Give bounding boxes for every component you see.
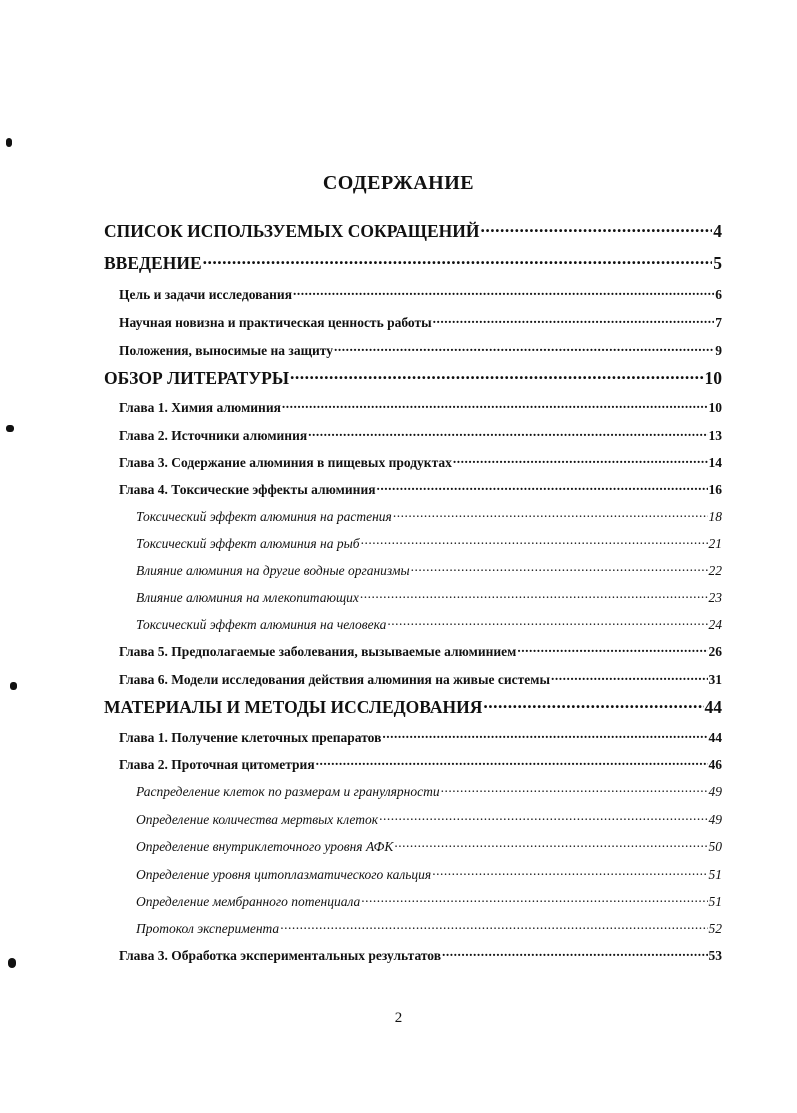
toc-leader-dots <box>481 219 713 237</box>
toc-entry-page: 4 <box>713 220 722 241</box>
toc-entry-page: 26 <box>708 643 722 659</box>
toc-leader-dots <box>203 251 713 269</box>
toc-entry[interactable] <box>119 480 722 498</box>
toc-leader-dots <box>290 366 703 384</box>
toc-entry-page: 9 <box>715 342 722 358</box>
toc-entry[interactable] <box>119 642 722 660</box>
toc-entry-text: Глава 1. Получение клеточных препаратов <box>119 729 382 745</box>
toc-leader-dots <box>432 865 707 879</box>
toc-entry[interactable] <box>136 919 722 937</box>
toc-leader-dots <box>551 670 708 684</box>
toc-entry-page: 49 <box>708 783 722 799</box>
toc-entry[interactable] <box>136 892 722 910</box>
toc-leader-dots <box>393 507 708 521</box>
toc-entry-text: Глава 4. Токсические эффекты алюминия <box>119 481 376 497</box>
scan-mark <box>8 958 16 968</box>
toc-leader-dots <box>360 588 708 602</box>
toc-entry[interactable] <box>119 313 722 331</box>
toc-entry[interactable] <box>136 534 722 552</box>
toc-entry[interactable] <box>119 755 722 773</box>
toc-entry-text: Положения, выносимые на защиту <box>119 342 333 358</box>
toc-leader-dots <box>316 755 708 769</box>
toc-entry[interactable] <box>119 728 722 746</box>
toc-entry[interactable] <box>119 398 722 416</box>
toc-entry-page: 16 <box>708 481 722 497</box>
toc-entry-text: Цель и задачи исследования <box>119 286 293 302</box>
toc-entry-text: Глава 2. Источники алюминия <box>119 427 308 443</box>
toc-entry[interactable] <box>119 285 722 303</box>
toc-entry-text: Определение уровня цитоплазматического кальция <box>136 866 432 882</box>
toc-leader-dots <box>433 313 715 327</box>
toc-entry-text: Глава 3. Обработка экспериментальных результатов <box>119 947 442 963</box>
toc-leader-dots <box>441 782 708 796</box>
toc-entry[interactable] <box>136 615 722 633</box>
toc-entry-text: Определение внутриклеточного уровня АФК <box>136 838 394 854</box>
toc-entry-page: 5 <box>713 252 722 273</box>
toc-leader-dots <box>453 453 708 467</box>
toc-entry-page: 13 <box>708 427 722 443</box>
toc-entry-text: Протокол эксперимента <box>136 920 280 936</box>
toc-entry-page: 53 <box>708 947 722 963</box>
toc-leader-dots <box>361 892 707 906</box>
toc-leader-dots <box>394 837 707 851</box>
toc-leader-dots <box>282 398 708 412</box>
page-number: 2 <box>394 1010 403 1026</box>
toc-entry-text: ВВЕДЕНИЕ <box>104 252 202 273</box>
toc-entry-page: 24 <box>708 616 722 632</box>
toc-leader-dots <box>387 615 707 629</box>
toc-entry-page: 46 <box>708 756 722 772</box>
toc-leader-dots <box>517 642 707 656</box>
toc-entry-text: Глава 6. Модели исследования действия алюминия на живые системы <box>119 671 550 687</box>
toc-entry-text: Глава 5. Предполагаемые заболевания, вызываемые алюминием <box>119 643 517 659</box>
toc-leader-dots <box>442 946 707 960</box>
toc-entry-text: СПИСОК ИСПОЛЬЗУЕМЫХ СОКРАЩЕНИЙ <box>104 220 480 241</box>
toc-entry[interactable] <box>136 837 722 855</box>
toc-entry-page: 21 <box>708 535 722 551</box>
toc-entry-page: 52 <box>708 920 722 936</box>
toc-entry-page: 14 <box>708 454 722 470</box>
toc-leader-dots <box>293 285 714 299</box>
toc-entry[interactable] <box>136 810 722 828</box>
toc-entry-text: Распределение клеток по размерам и гранулярности <box>136 783 440 799</box>
toc-entry-page: 31 <box>708 671 722 687</box>
toc-entry[interactable] <box>104 695 722 718</box>
toc-entry[interactable] <box>119 426 722 444</box>
toc-entry-page: 10 <box>708 399 722 415</box>
toc-entry[interactable] <box>119 946 722 964</box>
toc-entry-page: 18 <box>708 508 722 524</box>
toc-entry-text: Токсический эффект алюминия на рыб <box>136 535 360 551</box>
toc-entry-text: Глава 1. Химия алюминия <box>119 399 281 415</box>
toc-entry-page: 51 <box>708 866 722 882</box>
scan-mark <box>6 138 12 147</box>
toc-leader-dots <box>483 695 703 713</box>
toc-leader-dots <box>361 534 708 548</box>
toc-entry-text: Влияние алюминия на другие водные организмы <box>136 562 410 578</box>
toc-entry[interactable] <box>104 251 722 274</box>
scan-mark <box>6 425 14 432</box>
toc-leader-dots <box>280 919 707 933</box>
toc-entry-page: 44 <box>704 696 722 717</box>
toc-entry[interactable] <box>136 561 722 579</box>
toc-entry[interactable] <box>136 782 722 800</box>
toc-entry-page: 49 <box>708 811 722 827</box>
toc-entry-page: 6 <box>715 286 722 302</box>
toc-entry-page: 51 <box>708 893 722 909</box>
toc-entry-page: 22 <box>708 562 722 578</box>
toc-entry[interactable] <box>104 219 722 242</box>
toc-entry-text: Научная новизна и практическая ценность работы <box>119 314 432 330</box>
toc-entry-text: Определение количества мертвых клеток <box>136 811 379 827</box>
toc-entry-text: Влияние алюминия на млекопитающих <box>136 589 359 605</box>
toc-entry-text: Глава 3. Содержание алюминия в пищевых продуктах <box>119 454 452 470</box>
toc-leader-dots <box>382 728 707 742</box>
toc-leader-dots <box>379 810 707 824</box>
toc-entry-text: Глава 2. Проточная цитометрия <box>119 756 315 772</box>
toc-entry[interactable] <box>104 366 722 389</box>
toc-entry-text: Токсический эффект алюминия на растения <box>136 508 392 524</box>
toc-entry-text: МАТЕРИАЛЫ И МЕТОДЫ ИССЛЕДОВАНИЯ <box>104 696 483 717</box>
toc-title: СОДЕРЖАНИЕ <box>322 172 475 194</box>
toc-entry-text: ОБЗОР ЛИТЕРАТУРЫ <box>104 367 290 388</box>
toc-entry-text: Токсический эффект алюминия на человека <box>136 616 387 632</box>
toc-entry[interactable] <box>136 507 722 525</box>
toc-entry-page: 7 <box>715 314 722 330</box>
toc-entry-text: Определение мембранного потенциала <box>136 893 361 909</box>
toc-entry[interactable] <box>119 341 722 359</box>
toc-entry[interactable] <box>136 588 722 606</box>
toc-leader-dots <box>411 561 708 575</box>
toc-entry-page: 10 <box>704 367 722 388</box>
toc-entry-page: 23 <box>708 589 722 605</box>
toc-entry-page: 44 <box>708 729 722 745</box>
toc-entry[interactable] <box>136 865 722 883</box>
toc-leader-dots <box>377 480 708 494</box>
scan-mark <box>10 682 17 690</box>
toc-entry[interactable] <box>119 453 722 471</box>
toc-leader-dots <box>308 426 707 440</box>
toc-entry-page: 50 <box>708 838 722 854</box>
toc-entry[interactable] <box>119 670 722 688</box>
toc-leader-dots <box>334 341 714 355</box>
